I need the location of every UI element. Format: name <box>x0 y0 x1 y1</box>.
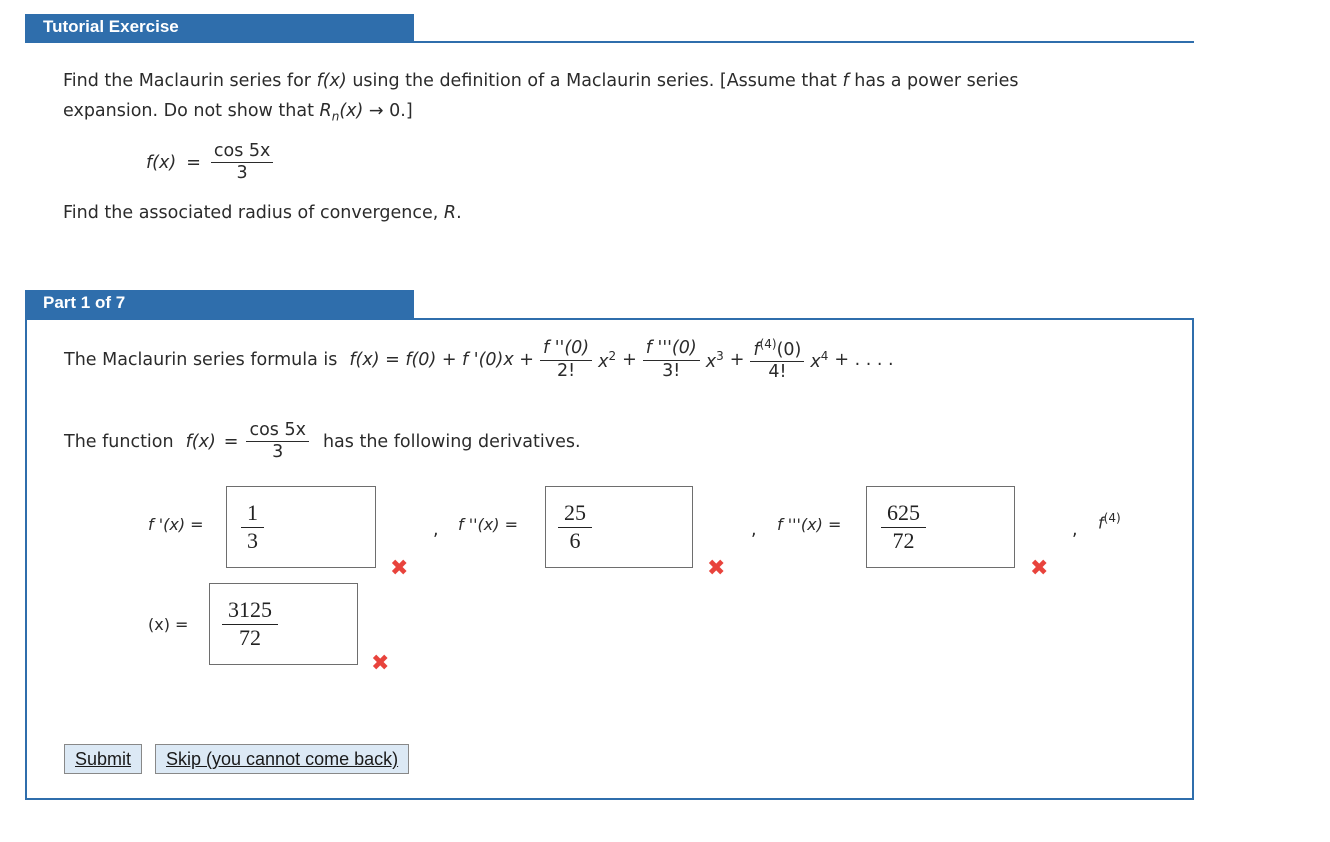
d4-label-top <box>1098 511 1121 532</box>
problem-text-1: Find the Maclaurin series for <box>63 71 311 91</box>
derivatives-intro <box>64 421 581 463</box>
radius-period: . <box>456 203 462 223</box>
tutorial-divider <box>25 41 1194 43</box>
formula-term4-num <box>750 338 804 362</box>
deriv-fx: f(x) <box>185 431 216 452</box>
d1-label-text: f '(x) <box>148 515 186 534</box>
radius-prompt <box>63 203 462 223</box>
function-lhs: f(x) <box>146 152 177 173</box>
term3-pow: 3 <box>716 348 724 363</box>
d2-answer-num: 25 <box>558 501 592 528</box>
first-derivative-answer-box[interactable] <box>226 486 376 568</box>
function-definition <box>146 142 273 184</box>
submit-button[interactable]: Submit <box>64 744 142 774</box>
skip-button[interactable]: Skip (you cannot come back) <box>155 744 409 774</box>
function-denominator: 3 <box>236 163 248 184</box>
term4-x: x <box>810 351 821 372</box>
formula-term4-x <box>810 349 828 372</box>
formula-plus-2: + <box>729 350 745 371</box>
remainder-term <box>319 101 364 124</box>
term4-sup: (4) <box>759 337 777 351</box>
deriv-function-fraction <box>246 421 309 463</box>
d1-answer-num: 1 <box>241 501 264 528</box>
term3-x: x <box>705 351 717 372</box>
problem-text-3: has a power series <box>854 71 1019 91</box>
formula-term2-den: 2! <box>556 360 576 381</box>
d4-wrong-icon: ✖ <box>371 651 390 676</box>
fourth-derivative-answer-box[interactable] <box>209 583 358 665</box>
d2-answer-den: 6 <box>569 528 581 553</box>
part-header-label: Part 1 of 7 <box>43 293 126 312</box>
term2-pow: 2 <box>608 348 617 363</box>
part-header <box>25 290 414 318</box>
d2-label <box>458 515 518 534</box>
d2-answer-fraction <box>558 501 592 553</box>
d3-equals: = <box>827 515 842 534</box>
d3-answer-den: 72 <box>892 528 915 553</box>
comma-3: , <box>1072 520 1078 540</box>
d4-label-bottom <box>148 615 188 634</box>
formula-plus-1: + <box>622 350 637 371</box>
deriv-function-num: cos 5x <box>246 421 309 442</box>
d4-answer-den: 72 <box>239 625 261 650</box>
formula-term3-den: 3! <box>662 360 681 381</box>
problem-text-4: expansion. Do not show that <box>63 101 314 121</box>
formula-term3-num: f '''(0) <box>643 339 700 360</box>
remainder-r: R <box>319 101 332 121</box>
d3-wrong-icon: ✖ <box>1030 556 1049 581</box>
d1-equals: = <box>190 515 204 534</box>
third-derivative-answer-box[interactable] <box>866 486 1015 568</box>
deriv-function-den: 3 <box>272 442 284 463</box>
deriv-equals: = <box>223 431 239 452</box>
formula-term3-fraction <box>643 339 700 381</box>
function-numerator: cos 5x <box>211 142 274 163</box>
tutorial-header <box>25 14 414 42</box>
d2-wrong-icon: ✖ <box>707 556 726 581</box>
d4-label-sup: (4) <box>1103 511 1121 525</box>
formula-intro: The Maclaurin series formula is <box>64 350 338 371</box>
second-derivative-answer-box[interactable] <box>545 486 693 568</box>
d4-label-arg: (x) <box>148 615 170 634</box>
function-equals: = <box>186 152 201 173</box>
radius-text: Find the associated radius of convergence, <box>63 203 439 223</box>
d1-label <box>148 515 204 534</box>
d1-wrong-icon: ✖ <box>390 556 409 581</box>
d2-label-text: f ''(x) <box>458 515 500 534</box>
d4-label-f: f <box>1098 513 1104 533</box>
d1-answer-fraction <box>241 501 264 553</box>
formula-ellipsis: + . . . . <box>834 350 894 371</box>
d3-label <box>777 515 841 534</box>
comma-1: , <box>433 520 439 540</box>
comma-2: , <box>751 520 757 540</box>
d1-answer-den: 3 <box>247 528 258 553</box>
function-fraction <box>211 142 274 184</box>
formula-term2-num: f ''(0) <box>540 339 592 360</box>
maclaurin-formula <box>64 338 894 382</box>
deriv-intro-text: The function <box>64 431 174 452</box>
tutorial-header-label: Tutorial Exercise <box>43 17 179 36</box>
d3-answer-fraction <box>881 501 926 553</box>
remainder-sub: n <box>331 109 340 124</box>
deriv-outro-text: has the following derivatives. <box>322 431 581 452</box>
d4-equals: = <box>175 615 189 634</box>
remainder-arg: (x) <box>339 101 364 121</box>
d3-label-text: f '''(x) <box>777 515 823 534</box>
formula-lhs: f(x) = f(0) + f '(0)x + <box>349 350 534 371</box>
formula-term2-x <box>598 349 616 372</box>
formula-term3-x <box>706 349 724 372</box>
d4-answer-fraction <box>222 598 278 650</box>
formula-term4-fraction <box>750 338 804 382</box>
term4-arg: (0) <box>776 339 802 360</box>
radius-variable: R <box>443 203 457 223</box>
formula-term4-den: 4! <box>768 362 787 383</box>
problem-text-2: using the definition of a Maclaurin series. [Assume that <box>352 71 837 91</box>
formula-term2-fraction <box>540 339 592 381</box>
d2-equals: = <box>504 515 518 534</box>
problem-f: f <box>842 71 849 91</box>
problem-text-5: → 0.] <box>368 101 413 121</box>
d3-answer-num: 625 <box>881 501 926 528</box>
problem-statement <box>63 66 1163 132</box>
term2-x: x <box>598 351 609 372</box>
d4-answer-num: 3125 <box>222 598 278 625</box>
problem-fx: f(x) <box>316 71 347 91</box>
term4-pow: 4 <box>820 348 829 363</box>
term4-f: f <box>753 339 760 360</box>
